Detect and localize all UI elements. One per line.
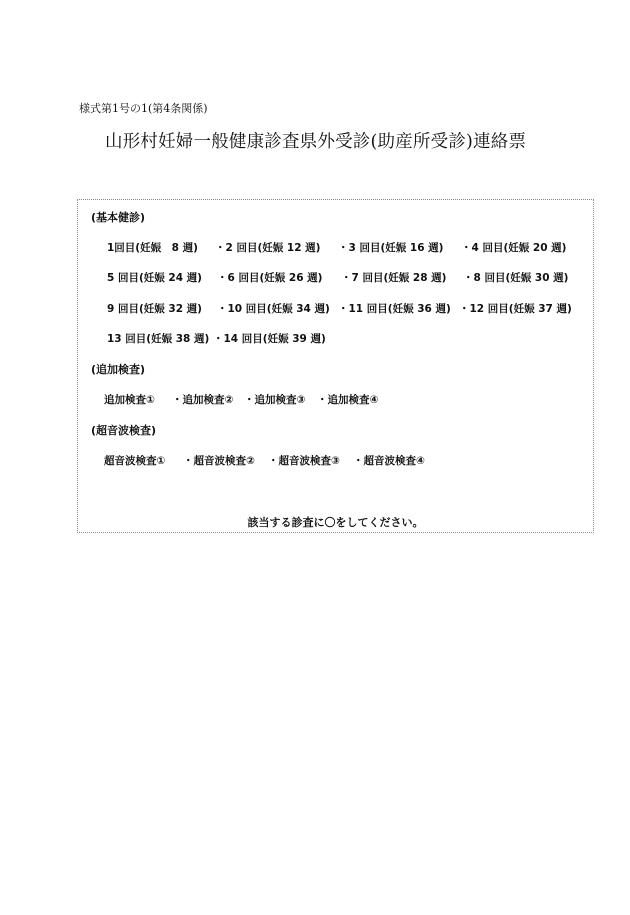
document-title: 山形村妊婦一般健康診査県外受診(助産所受診)連絡票 [105,132,527,152]
basic-checkup-heading: (基本健診) [91,211,146,224]
ultrasound-test-item[interactable]: ・超音波検査② [183,455,255,467]
instruction-note: 該当する診査に〇をしてください。 [247,516,424,529]
additional-test-item[interactable]: 追加検査① [104,394,155,406]
basic-checkup-item[interactable]: ・7 回目(妊娠 28 週) [341,272,447,284]
basic-checkup-item[interactable]: ・8 回目(妊娠 30 週) [463,272,569,284]
basic-checkup-item[interactable]: ・4 回目(妊娠 20 週) [461,242,567,254]
basic-checkup-item[interactable]: ・12 回目(妊娠 37 週) [459,303,572,315]
basic-checkup-item[interactable]: 9 回目(妊娠 32 週) [107,303,202,315]
ultrasound-test-item[interactable]: ・超音波検査③ [268,455,340,467]
basic-checkup-item[interactable]: 5 回目(妊娠 24 週) [107,272,202,284]
basic-checkup-item[interactable]: ・3 回目(妊娠 16 週) [338,242,444,254]
basic-checkup-item[interactable]: 1回目(妊娠 8 週) [107,242,198,254]
additional-test-item[interactable]: ・追加検査③ [244,394,306,406]
basic-checkup-item[interactable]: ・14 回目(妊娠 39 週) [213,333,326,345]
additional-test-item[interactable]: ・追加検査④ [317,394,379,406]
ultrasound-test-heading: (超音波検査) [91,424,157,437]
basic-checkup-item[interactable]: 13 回目(妊娠 38 週) [107,333,210,345]
ultrasound-test-item[interactable]: ・超音波検査④ [353,455,425,467]
additional-test-item[interactable]: ・追加検査② [172,394,234,406]
form-number: 様式第1号の1(第4条関係) [79,102,208,115]
additional-test-heading: (追加検査) [91,363,146,376]
basic-checkup-item[interactable]: ・6 回目(妊娠 26 週) [217,272,323,284]
ultrasound-test-item[interactable]: 超音波検査① [104,455,166,467]
basic-checkup-item[interactable]: ・2 回目(妊娠 12 週) [215,242,321,254]
exam-selection-box [77,199,594,533]
basic-checkup-item[interactable]: ・10 回目(妊娠 34 週) [217,303,330,315]
basic-checkup-item[interactable]: ・11 回目(妊娠 36 週) [338,303,451,315]
